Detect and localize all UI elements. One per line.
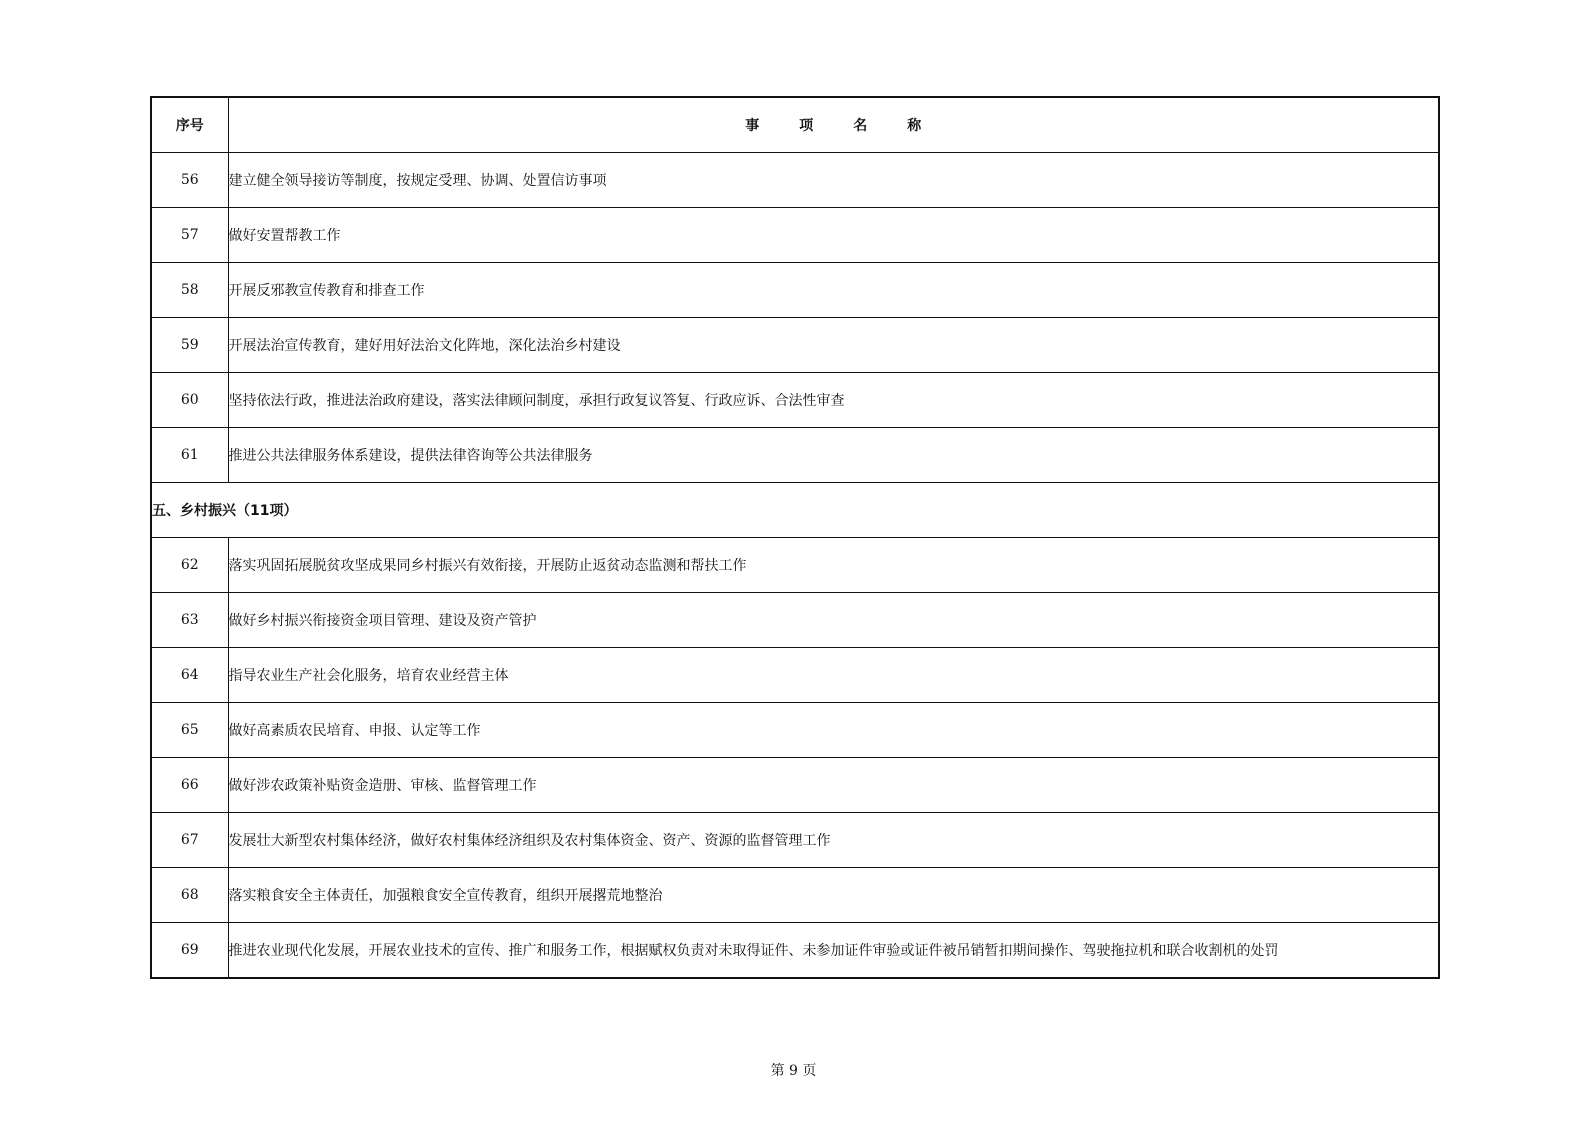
table-row — [151, 538, 1439, 593]
table-row — [151, 758, 1439, 813]
row-number: 61 — [151, 428, 228, 483]
row-name: 做好安置帮教工作 — [228, 208, 1439, 263]
row-number: 69 — [151, 923, 228, 979]
row-name: 开展法治宣传教育，建好用好法治文化阵地，深化法治乡村建设 — [228, 318, 1439, 373]
table-row — [151, 813, 1439, 868]
row-name: 推进农业现代化发展，开展农业技术的宣传、推广和服务工作，根据赋权负责对未取得证件、未参加证件审验或证件被吊销暂扣期间操作、驾驶拖拉机和联合收割机的处罚 — [228, 923, 1439, 979]
table-row — [151, 428, 1439, 483]
table-row — [151, 373, 1439, 428]
row-number: 56 — [151, 153, 228, 208]
row-number: 57 — [151, 208, 228, 263]
row-number: 60 — [151, 373, 228, 428]
table-row — [151, 868, 1439, 923]
row-number: 67 — [151, 813, 228, 868]
row-name: 推进公共法律服务体系建设，提供法律咨询等公共法律服务 — [228, 428, 1439, 483]
table-row — [151, 923, 1439, 979]
row-number: 64 — [151, 648, 228, 703]
table-header-row — [151, 97, 1439, 153]
row-number: 62 — [151, 538, 228, 593]
row-number: 59 — [151, 318, 228, 373]
section-row — [151, 483, 1439, 538]
table-row — [151, 703, 1439, 758]
page-number: 第 9 页 — [770, 1063, 817, 1079]
row-name: 落实巩固拓展脱贫攻坚成果同乡村振兴有效衔接，开展防止返贫动态监测和帮扶工作 — [228, 538, 1439, 593]
row-number: 65 — [151, 703, 228, 758]
row-number: 66 — [151, 758, 228, 813]
row-name: 落实粮食安全主体责任，加强粮食安全宣传教育，组织开展撂荒地整治 — [228, 868, 1439, 923]
table-row — [151, 648, 1439, 703]
section-title: 五、乡村振兴（11项） — [151, 483, 1439, 538]
row-name: 做好高素质农民培育、申报、认定等工作 — [228, 703, 1439, 758]
row-name: 建立健全领导接访等制度，按规定受理、协调、处置信访事项 — [228, 153, 1439, 208]
row-number: 68 — [151, 868, 228, 923]
row-name: 坚持依法行政，推进法治政府建设，落实法律顾问制度，承担行政复议答复、行政应诉、合法性审查 — [228, 373, 1439, 428]
header-number: 序号 — [151, 97, 228, 153]
row-name: 开展反邪教宣传教育和排查工作 — [228, 263, 1439, 318]
table-row — [151, 208, 1439, 263]
row-name: 发展壮大新型农村集体经济，做好农村集体经济组织及农村集体资金、资产、资源的监督管理工作 — [228, 813, 1439, 868]
table-row — [151, 263, 1439, 318]
table-row — [151, 318, 1439, 373]
header-name-text: 事项名称 — [745, 118, 962, 134]
row-name: 做好涉农政策补贴资金造册、审核、监督管理工作 — [228, 758, 1439, 813]
header-name — [228, 97, 1439, 153]
matters-table — [150, 96, 1440, 979]
row-name: 指导农业生产社会化服务，培育农业经营主体 — [228, 648, 1439, 703]
row-number: 63 — [151, 593, 228, 648]
table-row — [151, 593, 1439, 648]
row-number: 58 — [151, 263, 228, 318]
table-row — [151, 153, 1439, 208]
row-name: 做好乡村振兴衔接资金项目管理、建设及资产管护 — [228, 593, 1439, 648]
